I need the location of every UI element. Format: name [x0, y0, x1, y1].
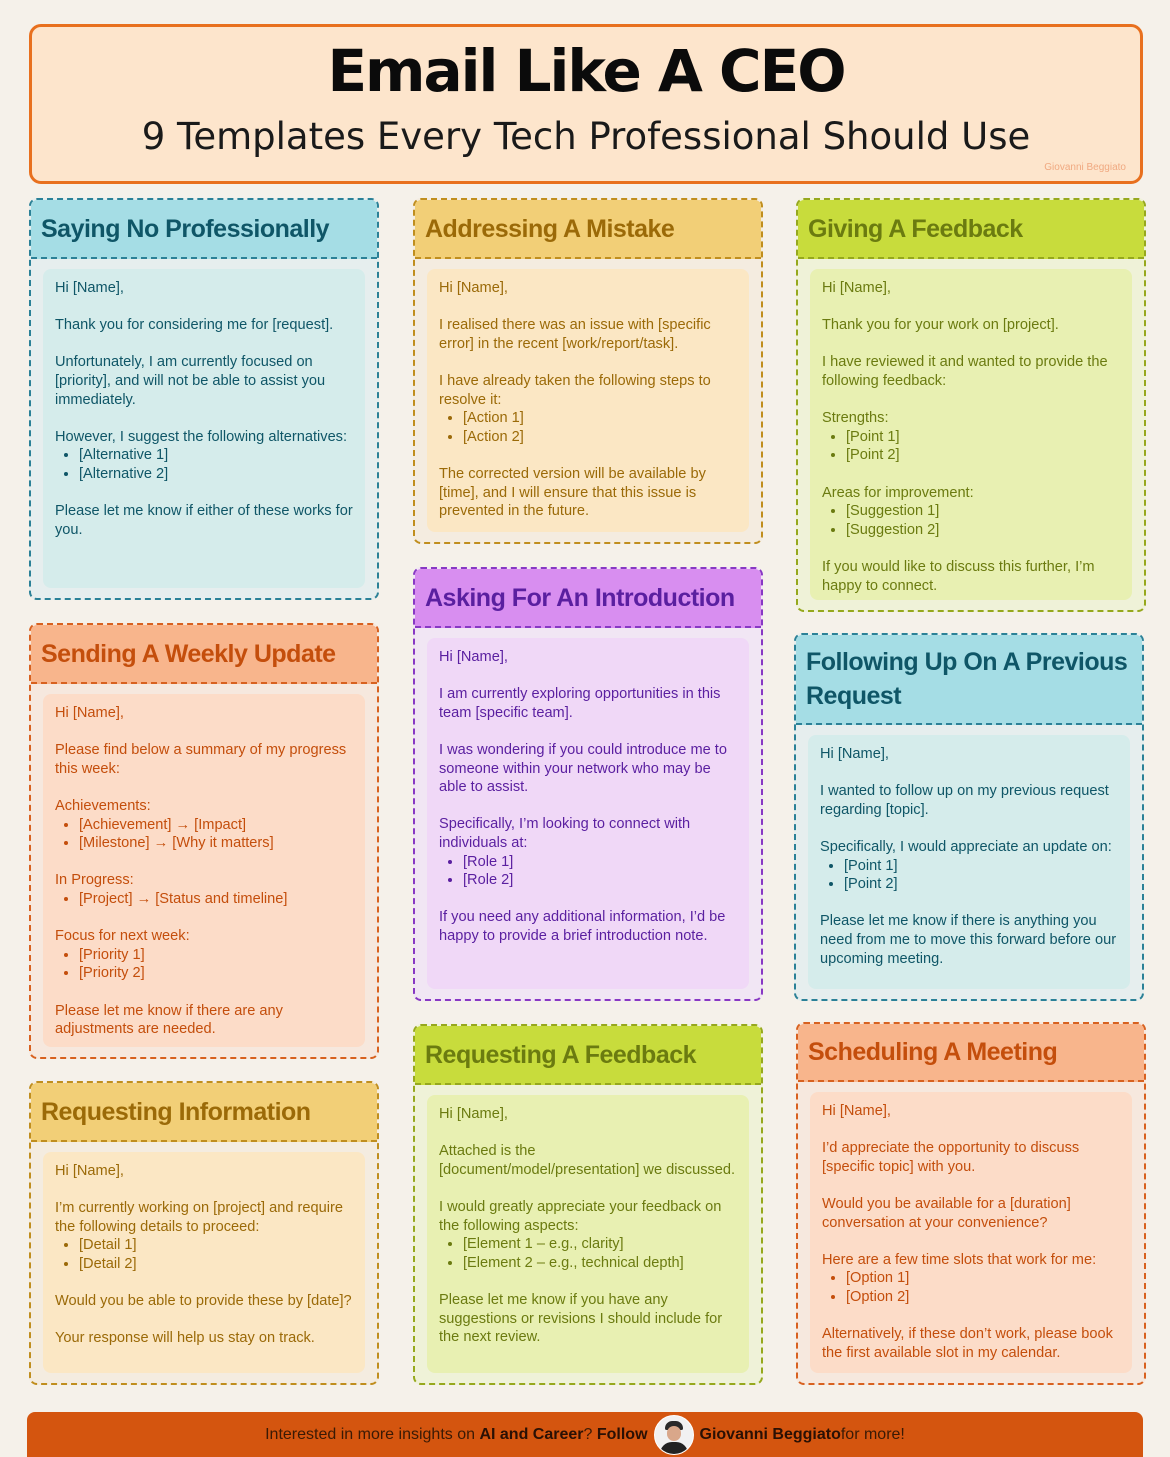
- template-paragraph: If you would like to discuss this further, I’m happy to connect.: [822, 558, 1095, 594]
- card-asking-introduction: [413, 567, 763, 1001]
- card-scheduling-meeting: [796, 1022, 1146, 1385]
- template-paragraph: Please let me know if either of these works for you.: [55, 503, 353, 538]
- template-paragraph: Strengths:: [822, 410, 889, 427]
- template-bullet-item: • [Project] → [Status and timeline]: [79, 890, 353, 909]
- page-subtitle: 9 Templates Every Tech Professional Should Use: [141, 115, 1031, 158]
- template-paragraph: Hi [Name],: [55, 705, 124, 721]
- template-bullet-item: • [Element 2 – e.g., technical depth]: [463, 1254, 737, 1273]
- template-paragraph: In Progress:: [55, 872, 134, 889]
- template-paragraph: Please let me know if there are any adjustments are needed.: [55, 1002, 283, 1038]
- card-addressing-mistake: [413, 198, 763, 544]
- template-paragraph: Your response will help us stay on track.: [55, 1330, 315, 1347]
- card-body: [427, 638, 749, 989]
- card-title: Scheduling A Meeting: [798, 1024, 1144, 1082]
- template-paragraph: I wanted to follow up on my previous request regarding [topic].: [820, 783, 1109, 818]
- template-paragraph: I am currently exploring opportunities in this team [specific team].: [439, 686, 721, 721]
- template-paragraph: I was wondering if you could introduce me to someone within your network who may be able to assist.: [439, 741, 727, 796]
- template-bullet-item: • [Point 1]: [844, 857, 1118, 876]
- template-bullet-item: • [Alternative 1]: [79, 446, 353, 465]
- template-paragraph: Please let me know if you have any suggestions or revisions I should include for the next review.: [439, 1291, 723, 1346]
- card-title: Saying No Professionally: [31, 200, 377, 259]
- template-paragraph: Please let me know if there is anything you need from me to move this forward before our upcoming meeting.: [820, 913, 1117, 967]
- template-bullet-item: • [Achievement] → [Impact]: [79, 816, 353, 835]
- template-bullet-list: [55, 946, 353, 983]
- template-bullet-item: • [Detail 1]: [79, 1236, 353, 1255]
- template-paragraph: Here are a few time slots that work for me:: [822, 1251, 1097, 1268]
- page-title: Email Like A CEO: [327, 37, 845, 105]
- template-bullet-item: • [Role 2]: [463, 871, 737, 890]
- template-bullet-item: • [Priority 2]: [79, 964, 353, 983]
- template-paragraph: However, I suggest the following alternatives:: [55, 428, 348, 445]
- template-paragraph: I would greatly appreciate your feedback on the following aspects:: [439, 1198, 722, 1234]
- template-paragraph: The corrected version will be available by [time], and I will ensure that this issue is prevented in the future.: [439, 465, 706, 520]
- template-paragraph: Hi [Name],: [822, 280, 891, 296]
- template-bullet-item: • [Suggestion 2]: [846, 521, 1120, 540]
- template-bullet-item: • [Alternative 2]: [79, 465, 353, 484]
- card-body: [43, 694, 365, 1047]
- template-paragraph: Thank you for your work on [project].: [822, 317, 1059, 334]
- template-bullet-item: • [Suggestion 1]: [846, 502, 1120, 521]
- template-bullet-item: • [Element 1 – e.g., clarity]: [463, 1235, 737, 1254]
- template-paragraph: Hi [Name],: [55, 1163, 124, 1179]
- template-bullet-list: [55, 890, 353, 909]
- template-paragraph: Would you be available for a [duration] conversation at your convenience?: [822, 1195, 1071, 1231]
- template-bullet-list: [822, 428, 1120, 465]
- card-giving-feedback: [796, 198, 1146, 612]
- template-bullet-item: • [Point 2]: [844, 875, 1118, 894]
- author-credit: Giovanni Beggiato: [1044, 162, 1126, 173]
- template-bullet-item: • [Action 1]: [463, 409, 737, 428]
- template-paragraph: Specifically, I’m looking to connect with individuals at:: [439, 816, 691, 851]
- template-bullet-item: • [Point 1]: [846, 428, 1120, 447]
- footer-text-post: for more!: [840, 1425, 905, 1443]
- template-bullet-item: • [Option 2]: [846, 1288, 1120, 1307]
- template-paragraph: Hi [Name],: [55, 280, 124, 296]
- template-paragraph: Hi [Name],: [439, 649, 508, 665]
- template-bullet-list: [55, 1236, 353, 1273]
- template-bullet-item: • [Point 2]: [846, 446, 1120, 465]
- template-paragraph: I realised there was an issue with [specific error] in the recent [work/report/task].: [439, 317, 711, 352]
- card-saying-no: [29, 198, 379, 600]
- footer-text-pre: Interested in more insights on: [265, 1425, 475, 1443]
- template-bullet-item: • [Action 2]: [463, 428, 737, 447]
- template-paragraph: I’m currently working on [project] and require the following details to proceed:: [55, 1200, 343, 1235]
- footer-text-mid: ?: [583, 1425, 593, 1443]
- template-bullet-list: [822, 502, 1120, 539]
- template-paragraph: Areas for improvement:: [822, 484, 974, 501]
- card-title: Sending A Weekly Update: [31, 625, 377, 684]
- template-paragraph: Attached is the [document/model/presentation] we discussed.: [439, 1143, 736, 1178]
- template-paragraph: I have reviewed it and wanted to provide the following feedback:: [822, 354, 1108, 389]
- template-paragraph: Focus for next week:: [55, 928, 190, 945]
- footer-follow-link[interactable]: Follow: [596, 1425, 648, 1443]
- template-paragraph: Would you be able to provide these by [date]?: [55, 1293, 352, 1310]
- template-paragraph: Achievements:: [55, 797, 151, 814]
- template-bullet-item: • [Detail 2]: [79, 1255, 353, 1274]
- card-body: [810, 269, 1132, 600]
- template-bullet-list: [439, 853, 737, 890]
- template-bullet-list: [55, 446, 353, 483]
- template-bullet-list: [55, 816, 353, 853]
- card-title: Addressing A Mistake: [415, 200, 761, 259]
- template-bullet-item: • [Priority 1]: [79, 946, 353, 965]
- header-banner: [29, 24, 1143, 184]
- card-body: [427, 269, 749, 532]
- footer-topic: AI and Career: [479, 1425, 584, 1443]
- template-paragraph: Thank you for considering me for [request].: [55, 317, 334, 334]
- template-bullet-list: [439, 1235, 737, 1272]
- template-bullet-list: [820, 857, 1118, 894]
- template-paragraph: Unfortunately, I am currently focused on [priority], and will not be able to assist you immediately.: [55, 354, 326, 408]
- author-avatar[interactable]: [654, 1415, 694, 1455]
- template-bullet-list: [439, 409, 737, 446]
- template-paragraph: I’d appreciate the opportunity to discuss [specific topic] with you.: [822, 1140, 1080, 1175]
- template-paragraph: Hi [Name],: [820, 746, 889, 762]
- card-title: Requesting A Feedback: [415, 1026, 761, 1085]
- card-body: [427, 1095, 749, 1373]
- template-paragraph: Hi [Name],: [439, 1106, 508, 1122]
- template-paragraph: If you need any additional information, I’d be happy to provide a brief introduction note.: [439, 909, 726, 944]
- card-title: Asking For An Introduction: [415, 569, 761, 628]
- card-requesting-feedback: [413, 1024, 763, 1385]
- card-requesting-information: [29, 1081, 379, 1385]
- template-bullet-item: • [Milestone] → [Why it matters]: [79, 834, 353, 853]
- template-paragraph: Please find below a summary of my progress this week:: [55, 742, 347, 777]
- template-paragraph: Specifically, I would appreciate an update on:: [820, 838, 1112, 855]
- template-paragraph: Alternatively, if these don’t work, please book the first available slot in my calendar.: [822, 1326, 1113, 1361]
- template-bullet-item: • [Option 1]: [846, 1269, 1120, 1288]
- card-weekly-update: [29, 623, 379, 1059]
- footer-banner: [27, 1412, 1143, 1457]
- template-bullet-item: • [Role 1]: [463, 853, 737, 872]
- card-body: [43, 1152, 365, 1373]
- template-paragraph: Hi [Name],: [439, 280, 508, 296]
- footer-author-name[interactable]: Giovanni Beggiato: [699, 1425, 841, 1443]
- card-body: [810, 1092, 1132, 1373]
- template-paragraph: I have already taken the following steps to resolve it:: [439, 372, 711, 408]
- template-paragraph: Hi [Name],: [822, 1103, 891, 1119]
- card-body: [808, 735, 1130, 989]
- template-bullet-list: [822, 1269, 1120, 1306]
- card-title: Following Up On A Previous Request: [796, 635, 1142, 725]
- card-following-up: [794, 633, 1144, 1001]
- card-body: [43, 269, 365, 588]
- card-title: Requesting Information: [31, 1083, 377, 1142]
- card-title: Giving A Feedback: [798, 200, 1144, 259]
